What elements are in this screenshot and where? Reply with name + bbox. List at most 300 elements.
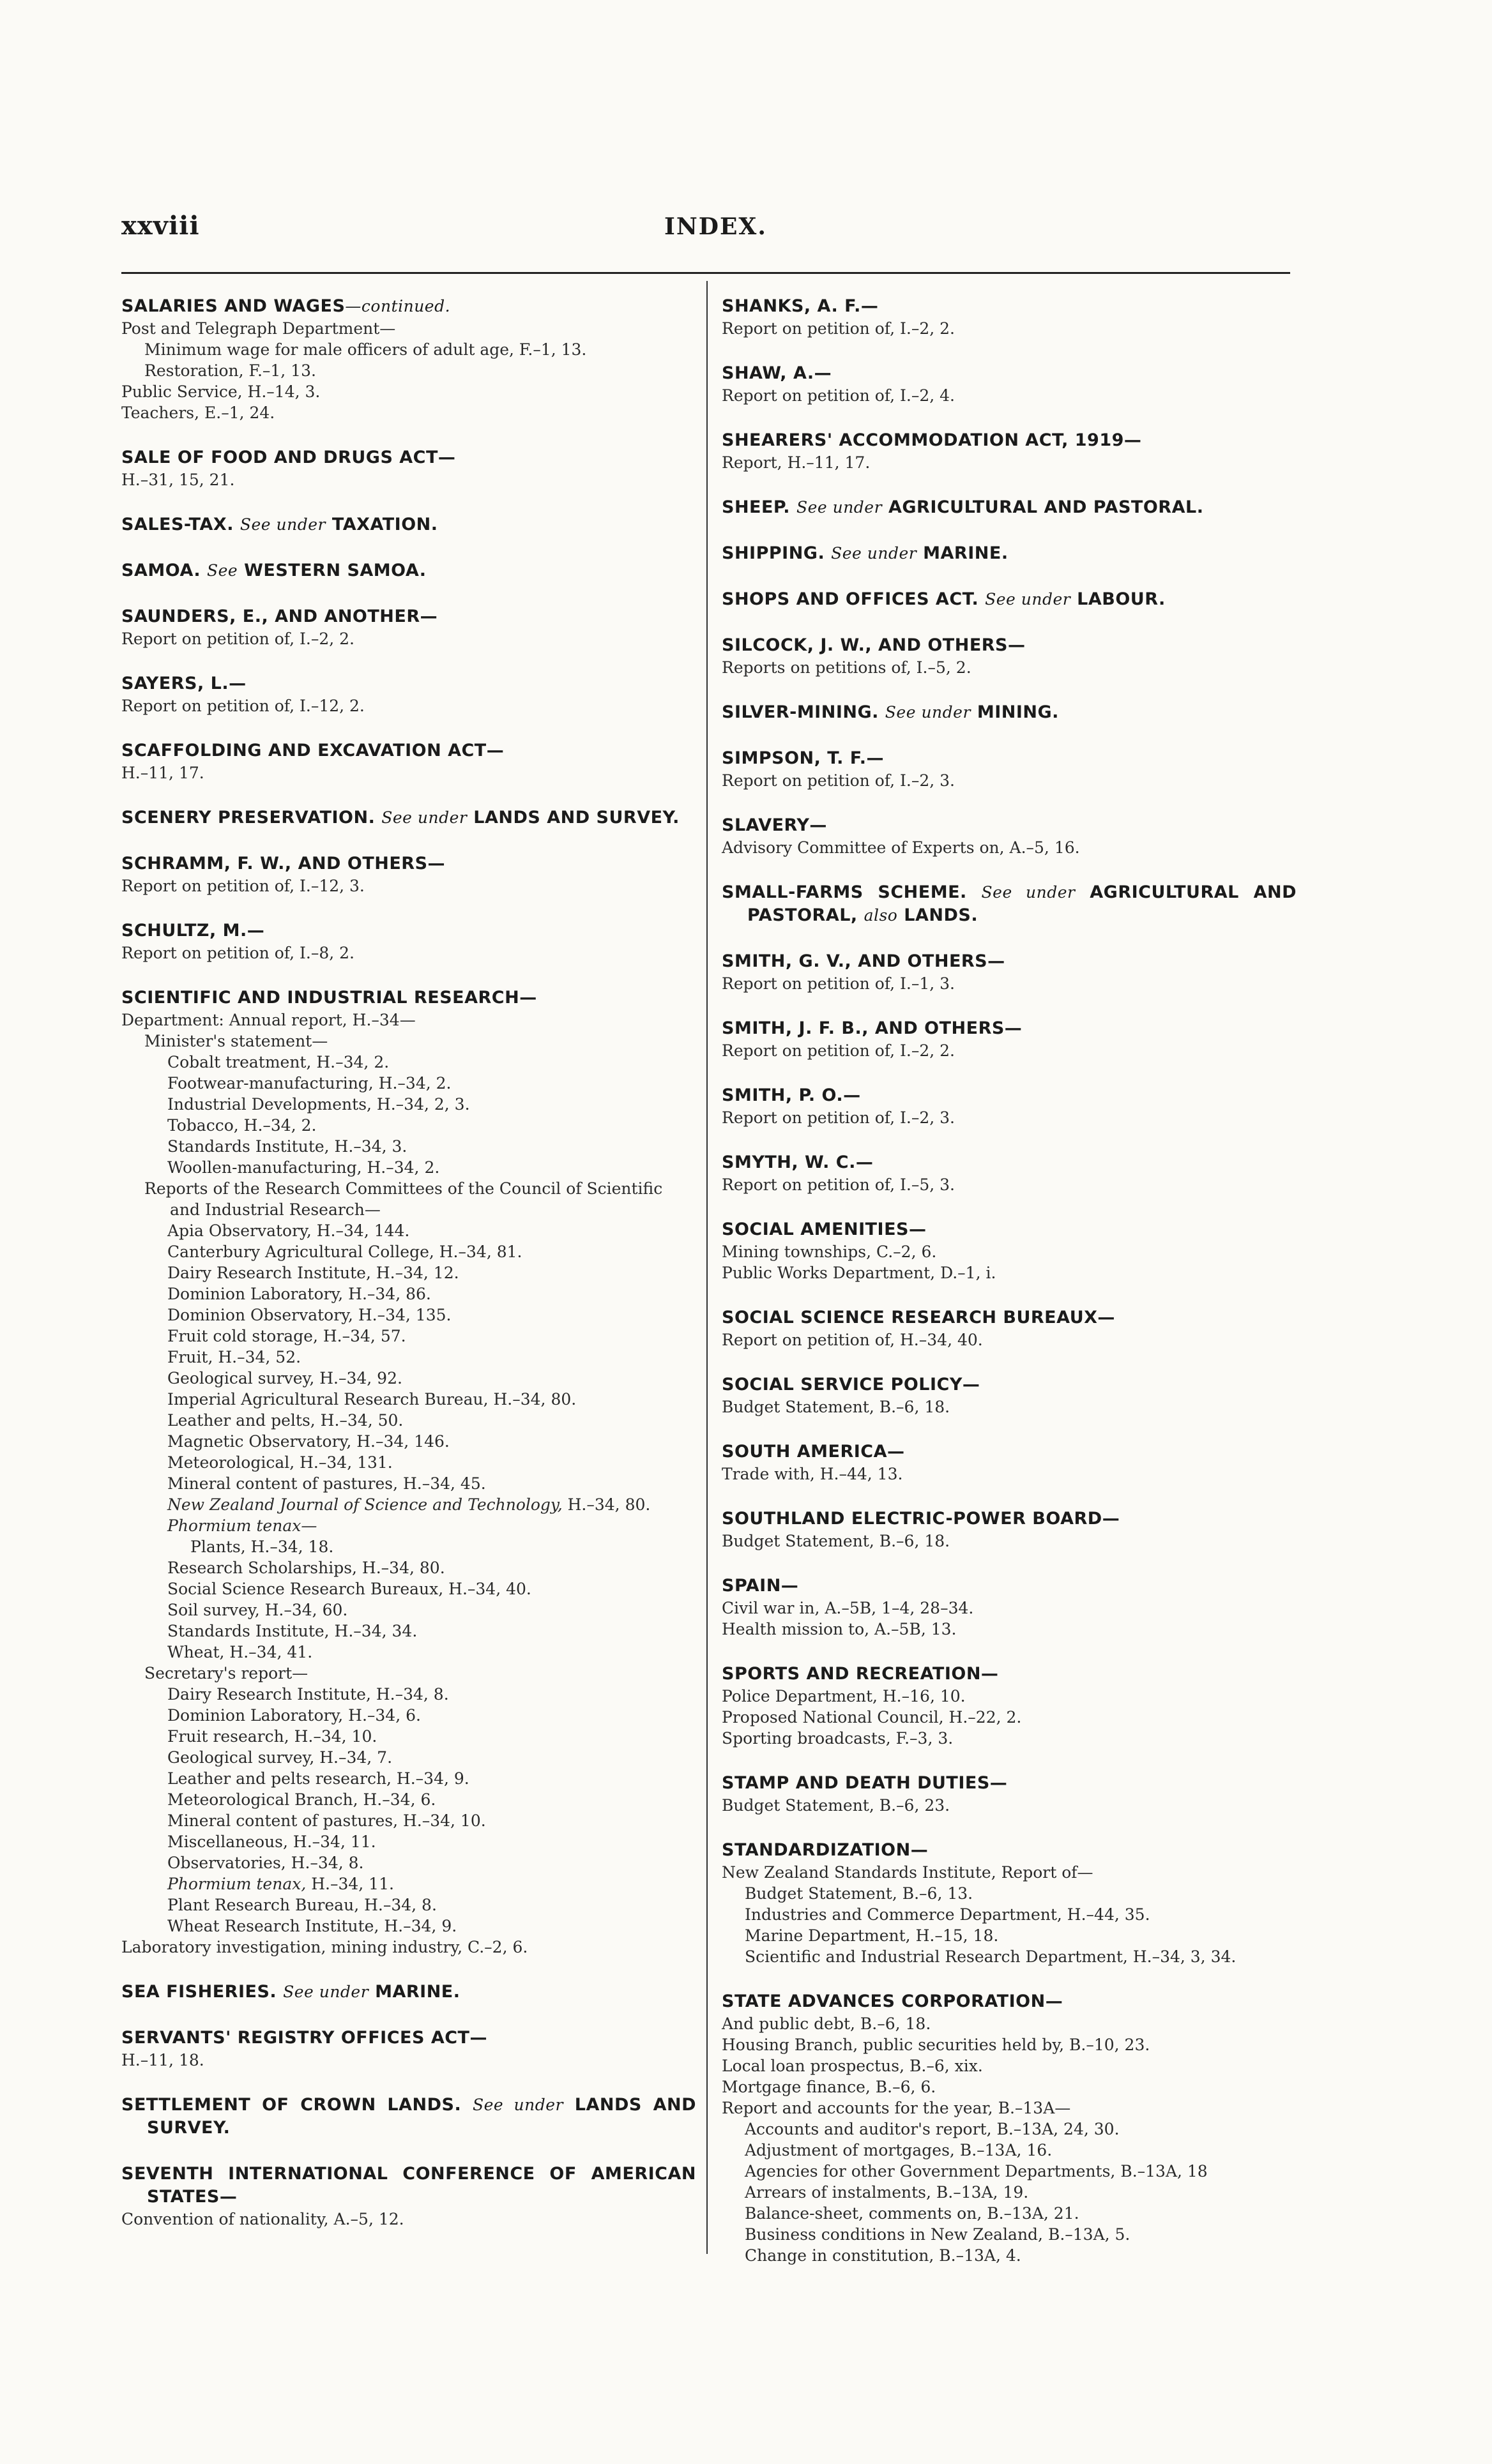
index-entry [121,739,696,783]
index-entry [722,1508,1297,1552]
index-entry [121,672,696,716]
entry-text: Dominion Laboratory, H.–34, 86. [167,1285,431,1303]
index-entry [121,513,696,536]
entry-subline [722,1107,1297,1128]
see-reference-label: See under [473,2096,563,2114]
entry-heading [722,1373,1297,1396]
entry-heading [722,542,1297,565]
entry-heading [722,1017,1297,1040]
entry-subline [745,1883,1297,1904]
index-entry [121,986,696,1958]
cross-reference: AGRICULTURAL AND PASTORAL. [888,497,1204,517]
entry-heading [722,1839,1297,1862]
entry-subline [722,1241,1297,1262]
entry-text: Marine Department, H.–15, 18. [745,1926,999,1945]
entry-heading [722,1440,1297,1463]
entry-heading-text: SALE OF FOOD AND DRUGS ACT— [121,448,456,467]
entry-heading [722,1306,1297,1329]
entry-text: New Zealand Standards Institute, Report of— [722,1863,1093,1882]
entry-subline [121,469,696,490]
index-entry [121,559,696,582]
index-entry [121,2027,696,2071]
entry-text: Budget Statement, B.–6, 13. [745,1884,973,1903]
entry-subline [144,1178,696,1220]
entry-text: Research Scholarships, H.–34, 80. [167,1559,445,1577]
entry-subline [722,1707,1297,1728]
see-reference-label: See under [985,590,1071,608]
entry-heading-text: SAUNDERS, E., AND ANOTHER— [121,607,438,626]
index-entry [121,919,696,964]
page-title: INDEX. [664,213,767,240]
entry-text: Mineral content of pastures, H.–34, 10. [167,1811,486,1830]
index-entry [722,429,1297,473]
entry-text: Industries and Commerce Department, H.–44, 35. [745,1905,1150,1924]
entry-text: Public Works Department, D.–1, i. [722,1264,996,1282]
entry-heading-text: SMITH, J. F. B., AND OTHERS— [722,1018,1023,1038]
entry-heading [722,588,1297,611]
entry-text: Scientific and Industrial Research Department, H.–34, 3, 34. [745,1947,1237,1966]
entry-text: Laboratory investigation, mining industry, C.–2, 6. [121,1938,528,1956]
entry-heading-text: STANDARDIZATION— [722,1840,929,1860]
entry-heading-text: SHANKS, A. F.— [722,296,879,316]
entry-subline [167,1810,696,1831]
entry-subline [167,1410,696,1431]
entry-text: Arrears of instalments, B.–13A, 19. [745,2183,1029,2202]
entry-text: Leather and pelts research, H.–34, 9. [167,1769,469,1788]
entry-subline [167,1894,696,1916]
entry-heading [121,2163,696,2209]
entry-subline [144,339,696,360]
entry-subline [167,1094,696,1115]
entry-heading [121,513,696,536]
entry-subline [121,381,696,402]
entry-subline [745,1925,1297,1946]
entry-heading-text: SMALL-FARMS SCHEME. [722,882,967,902]
right-column [722,295,1297,2289]
entry-subline [722,1463,1297,1485]
entry-text: Woollen-manufacturing, H.–34, 2. [167,1158,440,1177]
entry-subline [722,770,1297,791]
header-rule [121,272,1290,274]
entry-text: Standards Institute, H.–34, 3. [167,1137,407,1156]
entry-text: Report on petition of, I.–1, 3. [722,974,955,993]
entry-text: Dairy Research Institute, H.–34, 8. [167,1685,449,1704]
entry-heading [722,1218,1297,1241]
entry-text: Fruit cold storage, H.–34, 57. [167,1327,406,1345]
index-entry [722,1575,1297,1640]
entry-text: Business conditions in New Zealand, B.–13A, 5. [745,2225,1130,2244]
entry-subline [722,973,1297,994]
entry-subline [722,452,1297,473]
entry-subline [167,1326,696,1347]
index-entry [722,701,1297,724]
entry-text: Report on petition of, I.–8, 2. [121,944,354,962]
entry-heading [121,1981,696,2004]
index-entry [722,814,1297,858]
entry-subline [167,1347,696,1368]
entry-text: Budget Statement, B.–6, 18. [722,1532,950,1550]
entry-text: Report on petition of, I.–2, 4. [722,386,955,405]
continued-label: —continued. [345,297,451,315]
entry-subline [167,1852,696,1873]
cross-reference: LANDS AND SURVEY. [473,808,680,828]
index-entry [722,496,1297,519]
entry-subline [167,1494,696,1515]
index-entry [722,1990,1297,2266]
entry-heading [722,362,1297,385]
entry-subline [167,1304,696,1326]
index-entry [722,362,1297,406]
entry-text: Mineral content of pastures, H.–34, 45. [167,1474,486,1493]
entry-heading [121,986,696,1009]
entry-heading-text: SEA FISHERIES. [121,1982,277,2002]
entry-text: Leather and pelts, H.–34, 50. [167,1411,404,1430]
index-entry [722,950,1297,994]
see-also-label: also [864,906,898,925]
entry-heading [121,739,696,762]
italic-title: Phormium tenax— [167,1516,317,1535]
entry-text: Budget Statement, B.–6, 18. [722,1398,950,1416]
entry-text: Geological survey, H.–34, 92. [167,1369,402,1387]
entry-subline [121,402,696,423]
cross-reference: LANDS AND SURVEY. [147,2095,696,2138]
entry-heading-text: STATE ADVANCES CORPORATION— [722,1992,1063,2011]
entry-heading-text: SMITH, G. V., AND OTHERS— [722,951,1005,971]
cross-reference: MINING. [977,702,1059,722]
entry-subline [167,1431,696,1452]
index-entry [722,1218,1297,1283]
entry-subline [722,2097,1297,2119]
entry-text: Minister's statement— [144,1032,328,1050]
entry-text: Standards Institute, H.–34, 34. [167,1622,418,1640]
entry-text: Secretary's report— [144,1664,308,1682]
entry-subline [722,1262,1297,1283]
entry-subline [167,1452,696,1473]
entry-subline [167,1157,696,1178]
entry-text: Report on petition of, I.–2, 3. [722,771,955,790]
entry-text: Post and Telegraph Department— [121,319,396,338]
entry-text: Change in constitution, B.–13A, 4. [745,2246,1021,2265]
entry-text: Mining townships, C.–2, 6. [722,1243,937,1261]
entry-subline [745,2182,1297,2203]
entry-heading [121,446,696,469]
entry-heading [722,747,1297,770]
entry-subline [722,1686,1297,1707]
entry-text: Report on petition of, I.–2, 3. [722,1108,955,1127]
entry-text: Tobacco, H.–34, 2. [167,1116,317,1135]
entry-heading-text: SEVENTH INTERNATIONAL CONFERENCE OF AMERICAN STATES— [121,2164,696,2207]
cross-reference: TAXATION. [331,515,438,534]
entry-text: Geological survey, H.–34, 7. [167,1748,393,1767]
entry-heading-text: SCHULTZ, M.— [121,921,265,941]
entry-heading-text: SERVANTS' REGISTRY OFFICES ACT— [121,2028,487,2048]
entry-text: Agencies for other Government Departments, B.–13A, 18 [745,2162,1208,2181]
entry-text: Report on petition of, I.–2, 2. [722,1041,955,1060]
entry-heading-text: STAMP AND DEATH DUTIES— [722,1773,1008,1793]
index-entry [722,295,1297,339]
entry-subline [144,360,696,381]
entry-heading [121,806,696,829]
index-entry [722,1373,1297,1417]
see-reference-label: See under [831,544,917,563]
entry-text: Report on petition of, H.–34, 40. [722,1331,983,1349]
entry-text: Dominion Laboratory, H.–34, 6. [167,1706,421,1725]
entry-subline [167,1473,696,1494]
index-entry [121,1981,696,2004]
entry-text: Footwear-manufacturing, H.–34, 2. [167,1074,452,1092]
entry-subline [167,1873,696,1894]
index-entry [722,588,1297,611]
entry-heading [722,1663,1297,1686]
entry-subline [167,1599,696,1621]
entry-heading-text: SHEEP. [722,497,791,517]
entry-text: Soil survey, H.–34, 60. [167,1601,348,1619]
entry-text: Report, H.–11, 17. [722,453,871,472]
italic-title: Phormium tenax, [167,1875,307,1893]
entry-heading [722,429,1297,452]
index-entry [121,2163,696,2230]
entry-subline [167,1389,696,1410]
entry-heading [722,1508,1297,1531]
entry-subline [722,837,1297,858]
entry-subline [722,1174,1297,1195]
entry-heading-text: SOCIAL AMENITIES— [722,1220,927,1239]
entry-subline [167,1283,696,1304]
entry-heading [722,634,1297,657]
index-entry [121,806,696,829]
entry-text: Plant Research Bureau, H.–34, 8. [167,1896,437,1914]
entry-subline [167,1684,696,1705]
index-entry [722,542,1297,565]
entry-heading [121,605,696,628]
entry-subline [167,1073,696,1094]
entry-heading-text: SALES-TAX. [121,515,234,534]
entry-heading-text: SOCIAL SCIENCE RESEARCH BUREAUX— [722,1308,1115,1327]
entry-heading-text: SCHRAMM, F. W., AND OTHERS— [121,854,446,873]
index-entry [722,1663,1297,1749]
entry-subline [167,1642,696,1663]
entry-heading [722,950,1297,973]
entry-subline [167,1726,696,1747]
entry-subline [722,1396,1297,1417]
entry-heading-text: SILVER-MINING. [722,702,879,722]
index-entry [722,1440,1297,1485]
entry-reference: H.–34, 80. [562,1495,651,1514]
entry-subline [167,1220,696,1241]
entry-text: Public Service, H.–14, 3. [121,382,321,401]
entry-subline [167,1515,696,1536]
entry-heading-text: SCENERY PRESERVATION. [121,808,376,828]
page-number: xxviii [121,211,200,241]
entry-subline [167,1916,696,1937]
index-entry [722,747,1297,791]
entry-text: Meteorological, H.–34, 131. [167,1453,393,1472]
entry-text: Fruit research, H.–34, 10. [167,1727,377,1746]
see-reference-label: See under [240,515,326,534]
entry-heading [722,1084,1297,1107]
entry-heading-text: SILCOCK, J. W., AND OTHERS— [722,635,1026,655]
index-entry [722,881,1297,927]
entry-text: Report on petition of, I.–2, 2. [722,319,955,338]
entry-text: Health mission to, A.–5B, 13. [722,1620,957,1638]
entry-subline [167,1115,696,1136]
entry-text: Convention of nationality, A.–5, 12. [121,2210,404,2228]
entry-heading-text: SCIENTIFIC AND INDUSTRIAL RESEARCH— [121,988,537,1008]
entry-text: Restoration, F.–1, 13. [144,361,316,380]
entry-subline [167,1831,696,1852]
entry-text: Housing Branch, public securities held by, B.–10, 23. [722,2036,1150,2054]
cross-reference: LABOUR. [1077,589,1166,609]
entry-subline [121,2050,696,2071]
entry-text: H.–31, 15, 21. [121,471,235,489]
entry-heading [722,1772,1297,1795]
entry-heading-text: SLAVERY— [722,815,827,835]
entry-subline [745,2203,1297,2224]
entry-heading [722,1151,1297,1174]
column-divider [706,281,708,2254]
entry-text: And public debt, B.–6, 18. [722,2014,931,2033]
entry-subline [167,1241,696,1262]
entry-text: Local loan prospectus, B.–6, xix. [722,2057,983,2075]
entry-text: Adjustment of mortgages, B.–13A, 16. [745,2141,1053,2159]
entry-subline [167,1768,696,1789]
index-entry [121,605,696,649]
entry-heading-text: SCAFFOLDING AND EXCAVATION ACT— [121,741,505,760]
entry-subline [722,1619,1297,1640]
entry-text: Report on petition of, I.–12, 2. [121,697,365,715]
entry-heading-text: SETTLEMENT OF CROWN LANDS. [121,2095,462,2115]
index-entry [121,446,696,490]
entry-heading-text: SPORTS AND RECREATION— [722,1664,999,1684]
entry-subline [722,318,1297,339]
entry-heading [121,919,696,942]
entry-subline [121,1009,696,1031]
cross-reference: MARINE. [375,1982,461,2002]
entry-text: Reports of the Research Committees of the Council of Scientific and Industrial Research— [144,1179,663,1219]
cross-reference: MARINE. [923,543,1009,563]
entry-heading [121,672,696,695]
entry-subline [121,695,696,716]
entry-subline [722,1598,1297,1619]
entry-text: Apia Observatory, H.–34, 144. [167,1221,410,1240]
entry-heading [722,496,1297,519]
see-reference-label: See under [283,1983,369,2001]
entry-heading-text: SAYERS, L.— [121,674,247,693]
entry-heading-text: SAMOA. [121,561,201,580]
entry-subline [745,2119,1297,2140]
entry-subline [745,1904,1297,1925]
entry-reference: H.–34, 11. [306,1875,394,1893]
entry-subline [167,1705,696,1726]
entry-subline [722,2034,1297,2055]
entry-heading-text: SIMPSON, T. F.— [722,748,885,768]
italic-title: New Zealand Journal of Science and Technology, [167,1495,563,1514]
entry-subline [167,1621,696,1642]
see-reference-label: See under [796,498,883,517]
entry-heading-text: SPAIN— [722,1576,799,1596]
index-entry [722,1084,1297,1128]
entry-subline [167,1747,696,1768]
entry-text: Minimum wage for male officers of adult age, F.–1, 13. [144,340,587,359]
entry-heading-text: SHIPPING. [722,543,825,563]
entry-subline [722,1329,1297,1350]
entry-text: Miscellaneous, H.–34, 11. [167,1833,376,1851]
entry-subline [745,2140,1297,2161]
entry-subline [167,1052,696,1073]
entry-subline [167,1789,696,1810]
index-entry [722,1772,1297,1816]
entry-heading [121,295,696,318]
entry-text: Dominion Observatory, H.–34, 135. [167,1306,452,1324]
entry-heading-text: SOUTH AMERICA— [722,1442,905,1462]
entry-text: Fruit, H.–34, 52. [167,1348,301,1366]
entry-text: Observatories, H.–34, 8. [167,1854,364,1872]
entry-text: H.–11, 18. [121,2051,204,2069]
entry-heading [722,881,1297,927]
see-reference-label: See under [885,703,971,722]
entry-subline [121,875,696,896]
left-column [121,295,696,2253]
entry-text: Wheat, H.–34, 41. [167,1643,313,1661]
entry-subline [144,1031,696,1052]
entry-text: Industrial Developments, H.–34, 2, 3. [167,1095,470,1114]
entry-text: Social Science Research Bureaux, H.–34, 40. [167,1580,531,1598]
index-entry [722,1017,1297,1061]
entry-heading [121,2094,696,2140]
entry-subline [722,2076,1297,2097]
entry-text: Sporting broadcasts, F.–3, 3. [722,1729,954,1748]
entry-subline [722,385,1297,406]
entry-subline [167,1578,696,1599]
entry-subline [167,1136,696,1157]
entry-heading [121,559,696,582]
entry-text: Department: Annual report, H.–34— [121,1011,416,1029]
entry-heading-text: SMYTH, W. C.— [722,1153,874,1172]
entry-subline [722,1531,1297,1552]
entry-text: Budget Statement, B.–6, 23. [722,1796,950,1815]
entry-subline [745,2161,1297,2182]
entry-heading [722,1990,1297,2013]
entry-text: Report and accounts for the year, B.–13A— [722,2099,1071,2117]
entry-text: Report on petition of, I.–2, 2. [121,630,354,648]
index-entry [121,852,696,896]
index-entry [722,1306,1297,1350]
entry-subline [121,762,696,783]
entry-subline [745,2245,1297,2266]
entry-heading [722,295,1297,318]
entry-heading [722,701,1297,724]
see-reference-label: See under [981,883,1076,902]
index-entry [121,2094,696,2140]
entry-text: Wheat Research Institute, H.–34, 9. [167,1917,457,1935]
entry-text: Cobalt treatment, H.–34, 2. [167,1053,390,1071]
entry-subline [167,1368,696,1389]
index-entry [722,1151,1297,1195]
index-entry [722,634,1297,678]
entry-text: Canterbury Agricultural College, H.–34, 81. [167,1243,522,1261]
entry-subline [144,1663,696,1684]
entry-text: H.–11, 17. [121,764,204,782]
entry-heading [722,1575,1297,1598]
entry-text: Accounts and auditor's report, B.–13A, 24, 30. [745,2120,1120,2138]
entry-heading [121,852,696,875]
entry-subline [121,2209,696,2230]
entry-heading-text: SOUTHLAND ELECTRIC-POWER BOARD— [722,1509,1120,1529]
entry-subline [722,1040,1297,1061]
entry-text: Mortgage finance, B.–6, 6. [722,2078,936,2096]
entry-subline [722,2013,1297,2034]
entry-subline [121,942,696,964]
